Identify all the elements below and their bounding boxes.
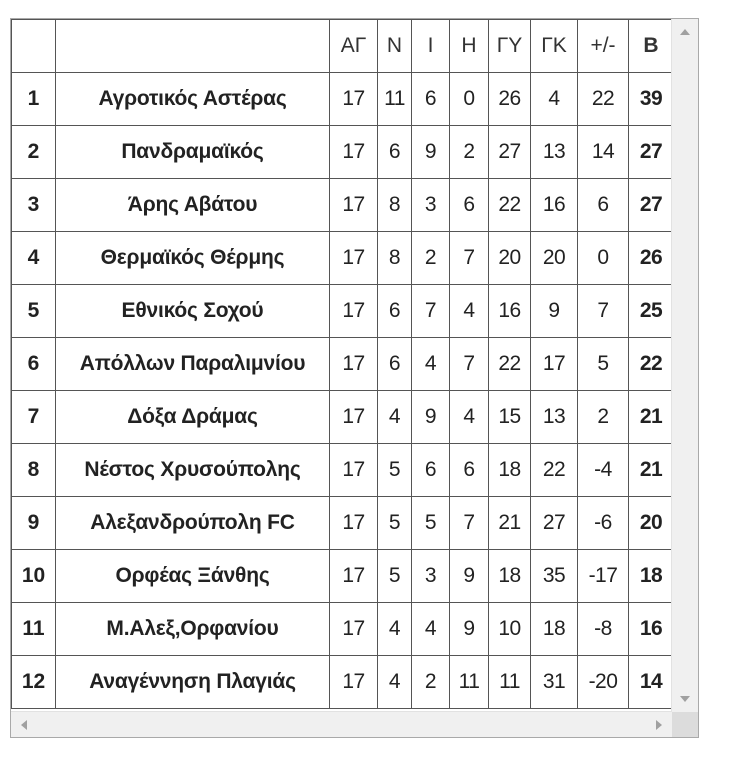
- losses-cell: 6: [450, 444, 489, 497]
- draws-cell: 4: [412, 603, 450, 656]
- goals-against-cell: 31: [531, 656, 578, 709]
- scrollbar-corner: [672, 712, 698, 737]
- goal-diff-cell: -17: [578, 550, 629, 603]
- losses-cell: 0: [450, 73, 489, 126]
- team-name-cell: Νέστος Χρυσούπολης: [56, 444, 330, 497]
- played-cell: 17: [330, 179, 378, 232]
- table-row: [12, 656, 673, 709]
- row-position-cell: 1: [12, 73, 56, 126]
- team-name-cell: Άρης Αβάτου: [56, 179, 330, 232]
- standings-table-frame: [10, 18, 699, 738]
- played-cell: 17: [330, 391, 378, 444]
- horizontal-scrollbar[interactable]: [11, 711, 672, 737]
- draws-cell: 4: [412, 338, 450, 391]
- losses-cell: 9: [450, 550, 489, 603]
- header-team: [56, 20, 330, 73]
- row-position-cell: 6: [12, 338, 56, 391]
- team-name-cell: Εθνικός Σοχού: [56, 285, 330, 338]
- draws-cell: 2: [412, 232, 450, 285]
- goals-for-cell: 20: [489, 232, 531, 285]
- table-row: [12, 444, 673, 497]
- goals-against-cell: 35: [531, 550, 578, 603]
- goals-for-cell: 18: [489, 550, 531, 603]
- wins-cell: 5: [378, 550, 412, 603]
- wins-cell: 4: [378, 391, 412, 444]
- losses-cell: 7: [450, 232, 489, 285]
- goals-for-cell: 21: [489, 497, 531, 550]
- draws-cell: 5: [412, 497, 450, 550]
- wins-cell: 4: [378, 603, 412, 656]
- goals-against-cell: 17: [531, 338, 578, 391]
- team-name-cell: Θερμαϊκός Θέρμης: [56, 232, 330, 285]
- points-cell: 20: [629, 497, 673, 550]
- goals-for-cell: 27: [489, 126, 531, 179]
- points-cell: 16: [629, 603, 673, 656]
- team-name-cell: Ορφέας Ξάνθης: [56, 550, 330, 603]
- losses-cell: 11: [450, 656, 489, 709]
- header-losses: Η: [450, 20, 489, 73]
- wins-cell: 6: [378, 285, 412, 338]
- header-played: ΑΓ: [330, 20, 378, 73]
- arrow-right-icon[interactable]: [656, 720, 662, 730]
- losses-cell: 7: [450, 497, 489, 550]
- goals-for-cell: 18: [489, 444, 531, 497]
- header-goal-diff: +/-: [578, 20, 629, 73]
- table-row: [12, 391, 673, 444]
- wins-cell: 5: [378, 497, 412, 550]
- wins-cell: 11: [378, 73, 412, 126]
- played-cell: 17: [330, 73, 378, 126]
- goal-diff-cell: -4: [578, 444, 629, 497]
- played-cell: 17: [330, 126, 378, 179]
- points-cell: 21: [629, 444, 673, 497]
- row-position-cell: 12: [12, 656, 56, 709]
- goals-against-cell: 20: [531, 232, 578, 285]
- goal-diff-cell: 5: [578, 338, 629, 391]
- points-cell: 21: [629, 391, 673, 444]
- wins-cell: 8: [378, 232, 412, 285]
- vertical-scrollbar[interactable]: [671, 19, 698, 712]
- goal-diff-cell: -8: [578, 603, 629, 656]
- goals-against-cell: 13: [531, 126, 578, 179]
- losses-cell: 4: [450, 285, 489, 338]
- table-row: [12, 338, 673, 391]
- arrow-down-icon[interactable]: [680, 696, 690, 702]
- draws-cell: 6: [412, 444, 450, 497]
- table-row: [12, 550, 673, 603]
- goals-for-cell: 15: [489, 391, 531, 444]
- row-position-cell: 7: [12, 391, 56, 444]
- team-name-cell: Δόξα Δράμας: [56, 391, 330, 444]
- played-cell: 17: [330, 550, 378, 603]
- goals-for-cell: 16: [489, 285, 531, 338]
- goal-diff-cell: 7: [578, 285, 629, 338]
- draws-cell: 9: [412, 391, 450, 444]
- losses-cell: 7: [450, 338, 489, 391]
- row-position-cell: 9: [12, 497, 56, 550]
- table-row: [12, 126, 673, 179]
- header-points: Β: [629, 20, 673, 73]
- losses-cell: 2: [450, 126, 489, 179]
- arrow-up-icon[interactable]: [680, 29, 690, 35]
- table-row: [12, 179, 673, 232]
- team-name-cell: Πανδραμαϊκός: [56, 126, 330, 179]
- wins-cell: 6: [378, 338, 412, 391]
- goals-for-cell: 22: [489, 179, 531, 232]
- points-cell: 39: [629, 73, 673, 126]
- draws-cell: 7: [412, 285, 450, 338]
- row-position-cell: 11: [12, 603, 56, 656]
- losses-cell: 6: [450, 179, 489, 232]
- points-cell: 18: [629, 550, 673, 603]
- played-cell: 17: [330, 338, 378, 391]
- played-cell: 17: [330, 603, 378, 656]
- goals-against-cell: 9: [531, 285, 578, 338]
- row-position-cell: 5: [12, 285, 56, 338]
- header-draws: Ι: [412, 20, 450, 73]
- row-position-cell: 4: [12, 232, 56, 285]
- header-position: [12, 20, 56, 73]
- points-cell: 27: [629, 126, 673, 179]
- losses-cell: 9: [450, 603, 489, 656]
- played-cell: 17: [330, 444, 378, 497]
- goal-diff-cell: 22: [578, 73, 629, 126]
- header-goals-for: ΓΥ: [489, 20, 531, 73]
- row-position-cell: 10: [12, 550, 56, 603]
- played-cell: 17: [330, 497, 378, 550]
- row-position-cell: 8: [12, 444, 56, 497]
- points-cell: 25: [629, 285, 673, 338]
- draws-cell: 3: [412, 179, 450, 232]
- header-goals-against: ΓΚ: [531, 20, 578, 73]
- played-cell: 17: [330, 656, 378, 709]
- points-cell: 14: [629, 656, 673, 709]
- goals-against-cell: 4: [531, 73, 578, 126]
- team-name-cell: Μ.Αλεξ,Ορφανίου: [56, 603, 330, 656]
- goal-diff-cell: 2: [578, 391, 629, 444]
- losses-cell: 4: [450, 391, 489, 444]
- goals-against-cell: 13: [531, 391, 578, 444]
- goal-diff-cell: -6: [578, 497, 629, 550]
- team-name-cell: Αναγέννηση Πλαγιάς: [56, 656, 330, 709]
- wins-cell: 8: [378, 179, 412, 232]
- goals-against-cell: 18: [531, 603, 578, 656]
- row-position-cell: 3: [12, 179, 56, 232]
- table-row: [12, 73, 673, 126]
- goals-for-cell: 26: [489, 73, 531, 126]
- goals-for-cell: 10: [489, 603, 531, 656]
- goal-diff-cell: -20: [578, 656, 629, 709]
- team-name-cell: Απόλλων Παραλιμνίου: [56, 338, 330, 391]
- played-cell: 17: [330, 232, 378, 285]
- goals-against-cell: 22: [531, 444, 578, 497]
- goals-for-cell: 22: [489, 338, 531, 391]
- draws-cell: 3: [412, 550, 450, 603]
- table-row: [12, 285, 673, 338]
- goal-diff-cell: 6: [578, 179, 629, 232]
- team-name-cell: Αλεξανδρούπολη FC: [56, 497, 330, 550]
- goal-diff-cell: 14: [578, 126, 629, 179]
- table-row: [12, 232, 673, 285]
- header-row: [12, 20, 673, 73]
- points-cell: 22: [629, 338, 673, 391]
- goals-against-cell: 27: [531, 497, 578, 550]
- table-row: [12, 497, 673, 550]
- wins-cell: 4: [378, 656, 412, 709]
- draws-cell: 2: [412, 656, 450, 709]
- team-name-cell: Αγροτικός Αστέρας: [56, 73, 330, 126]
- header-wins: Ν: [378, 20, 412, 73]
- draws-cell: 9: [412, 126, 450, 179]
- wins-cell: 6: [378, 126, 412, 179]
- row-position-cell: 2: [12, 126, 56, 179]
- table-row: [12, 603, 673, 656]
- goal-diff-cell: 0: [578, 232, 629, 285]
- draws-cell: 6: [412, 73, 450, 126]
- wins-cell: 5: [378, 444, 412, 497]
- goals-for-cell: 11: [489, 656, 531, 709]
- points-cell: 27: [629, 179, 673, 232]
- goals-against-cell: 16: [531, 179, 578, 232]
- table-viewport: [11, 19, 672, 712]
- arrow-left-icon[interactable]: [21, 720, 27, 730]
- played-cell: 17: [330, 285, 378, 338]
- points-cell: 26: [629, 232, 673, 285]
- standings-table: [11, 19, 672, 709]
